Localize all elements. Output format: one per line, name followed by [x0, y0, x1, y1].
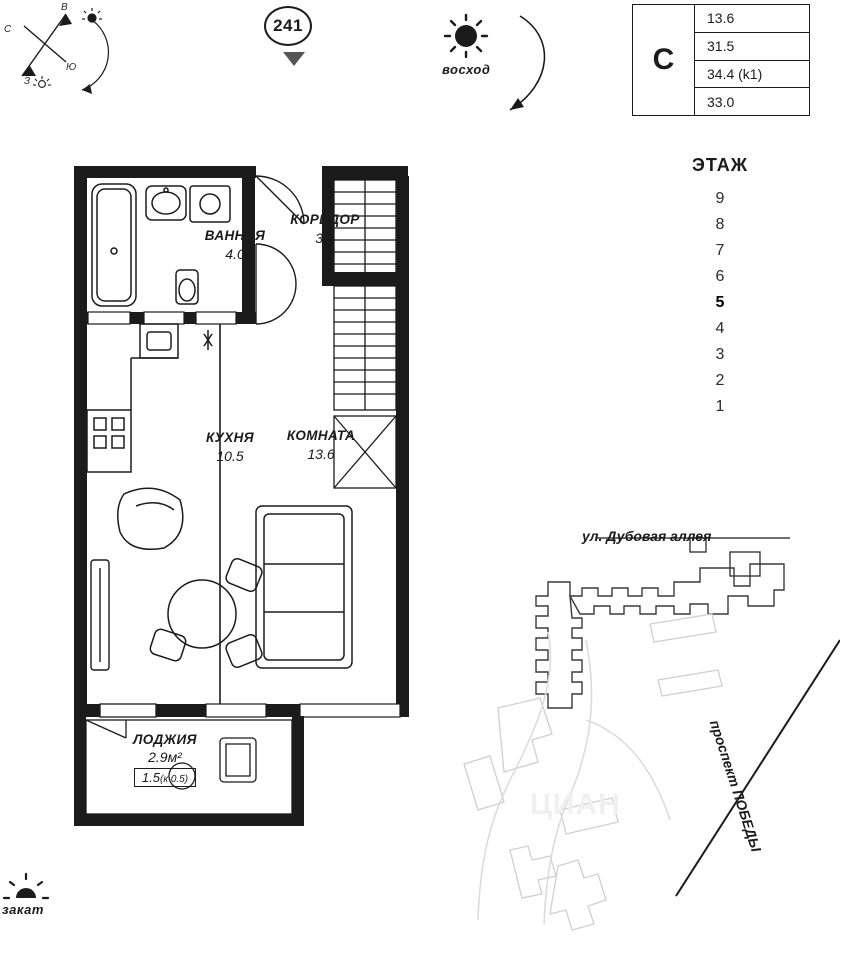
- room-label-corridor: [260, 212, 390, 246]
- loggia-coefficient-note: (к 0.5): [160, 774, 189, 785]
- watermark: ЦИАН: [530, 788, 621, 821]
- room-area-bathroom: 4.0: [225, 246, 245, 262]
- apartment-floor-plan: [60, 120, 440, 840]
- floor-item-8[interactable]: 8: [715, 216, 725, 233]
- room-area-living-room: 13.6: [307, 446, 335, 462]
- room-label-living-room: [256, 428, 386, 462]
- entrance-number: 241: [264, 6, 312, 46]
- floor-item-3[interactable]: 3: [715, 346, 725, 363]
- floor-item-5-active[interactable]: 5: [715, 294, 725, 311]
- floor-item-1[interactable]: 1: [715, 398, 725, 415]
- sunset-label: закат: [2, 902, 44, 917]
- apartment-type-letter: C: [633, 5, 695, 115]
- area-summary-table: [632, 4, 810, 116]
- floor-item-9[interactable]: 9: [715, 190, 725, 207]
- sunrise-label: восход: [442, 62, 491, 77]
- compass-label-west: С: [4, 24, 12, 35]
- loggia-coefficient-value: 1.5: [141, 770, 160, 785]
- floor-item-4[interactable]: 4: [715, 320, 725, 337]
- sunrise-indicator: [432, 8, 562, 118]
- sunset-indicator: [2, 870, 112, 930]
- room-name-corridor: КОРИДОР: [290, 212, 360, 227]
- entrance-marker: [264, 6, 324, 76]
- room-name-kitchen: КУХНЯ: [205, 430, 255, 445]
- area-row: 34.4 (k1): [695, 61, 809, 89]
- area-row: 31.5: [695, 33, 809, 61]
- site-plan: [440, 520, 840, 960]
- room-label-loggia: [90, 732, 240, 787]
- street-label-top: ул. Дубовая аллея: [582, 528, 712, 544]
- room-area-corridor: 3.4: [315, 230, 335, 246]
- compass-label-north: В: [61, 2, 68, 13]
- floor-item-7[interactable]: 7: [715, 242, 725, 259]
- room-name-bathroom: ВАННАЯ: [204, 228, 266, 243]
- room-name-living-room: КОМНАТА: [286, 428, 356, 443]
- floor-item-6[interactable]: 6: [715, 268, 725, 285]
- compass-label-south: З: [24, 76, 31, 87]
- room-name-loggia: ЛОДЖИЯ: [133, 732, 197, 747]
- floor-selector: [620, 155, 820, 424]
- loggia-coefficient-box: [134, 768, 196, 787]
- street-label-right: проспект ПОБЕДЫ: [706, 718, 765, 854]
- area-row: 33.0: [707, 93, 735, 110]
- floor-item-2[interactable]: 2: [715, 372, 725, 389]
- compass-icon: [4, 4, 124, 114]
- room-area-loggia: 2.9м²: [148, 749, 182, 765]
- site-plan-drawing: [440, 520, 840, 960]
- floor-selector-title: ЭТАЖ: [692, 155, 748, 175]
- compass-rose: [4, 4, 124, 114]
- area-row: 13.6: [695, 5, 809, 33]
- compass-label-east: Ю: [66, 62, 77, 73]
- entrance-arrow-icon: [283, 52, 305, 66]
- room-area-kitchen: 10.5: [216, 448, 244, 464]
